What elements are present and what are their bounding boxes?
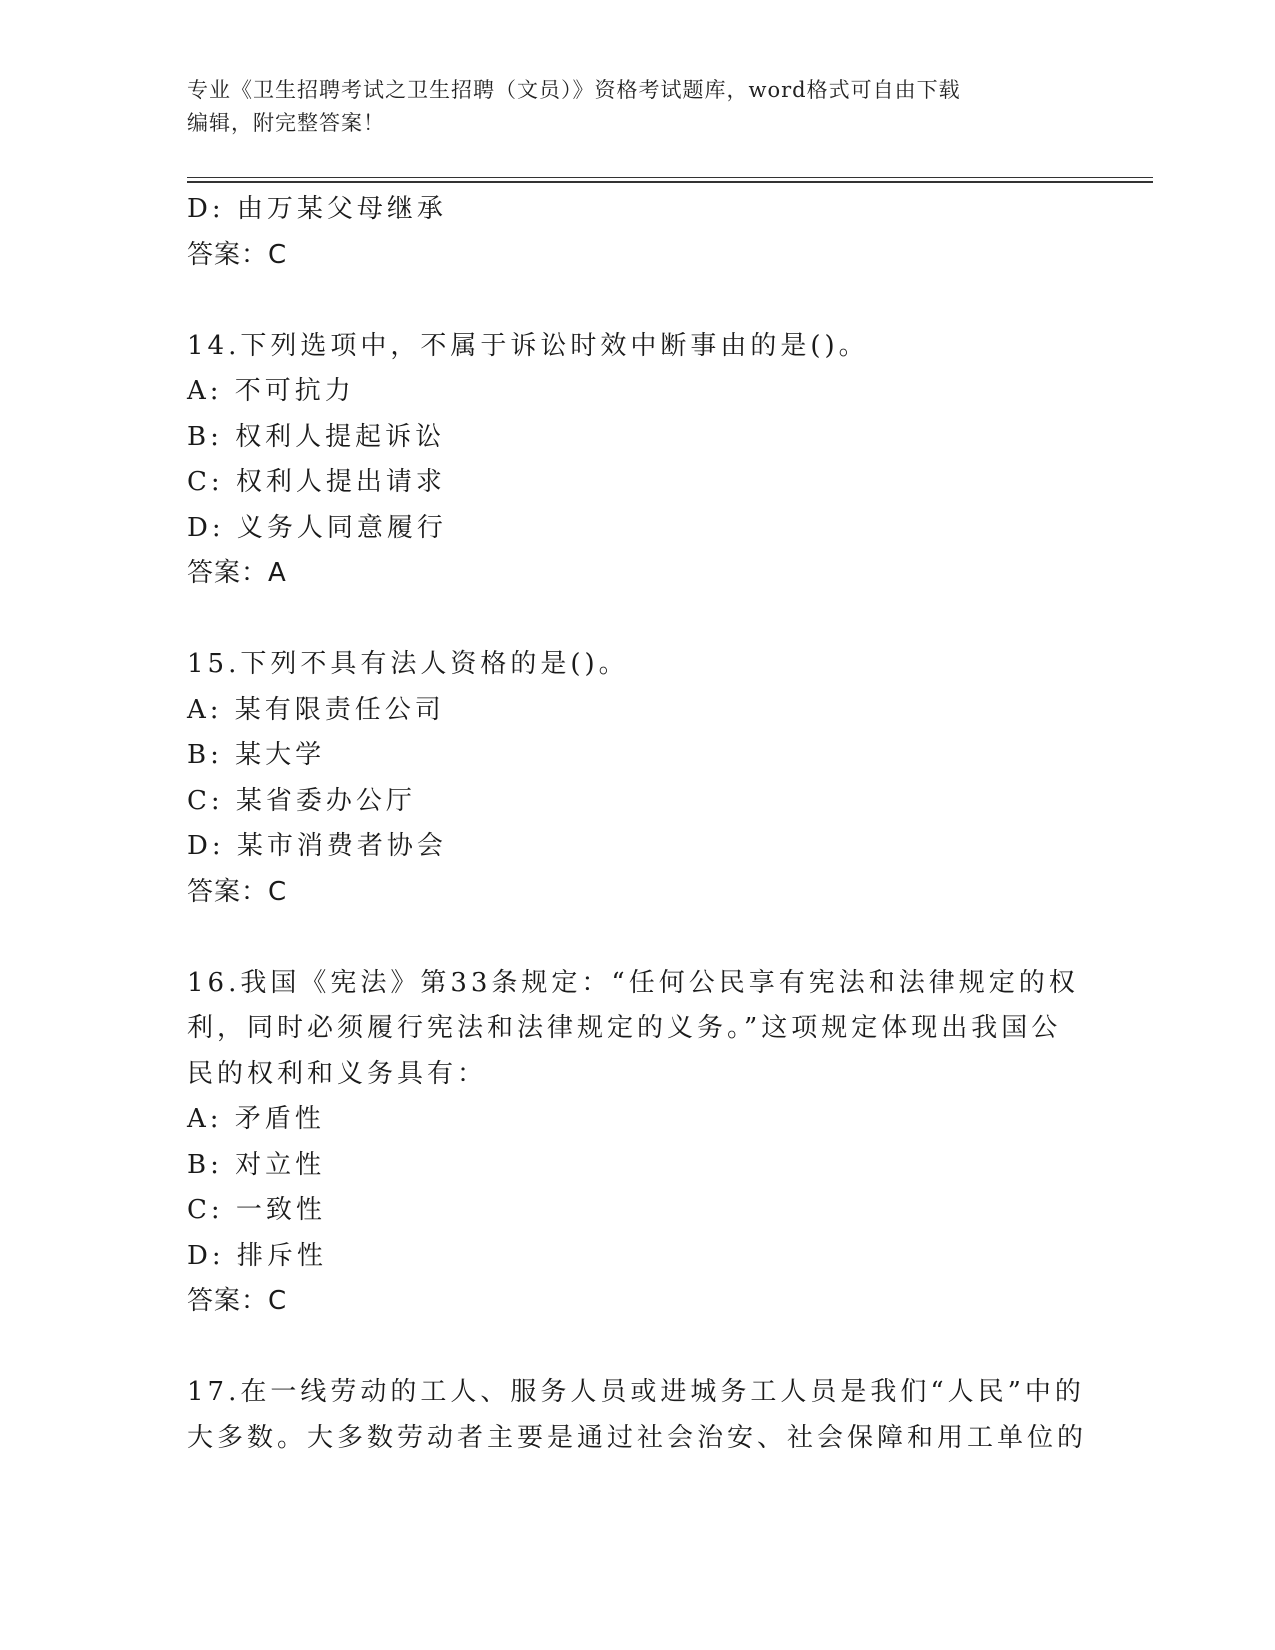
option-b: B: 对立性 xyxy=(187,1149,326,1180)
option-d: D: 义务人同意履行 xyxy=(187,512,447,543)
option-a: A: 不可抗力 xyxy=(187,376,355,406)
spacer xyxy=(187,915,1087,961)
answer: 答案：A xyxy=(187,558,287,588)
question-list xyxy=(187,187,1087,1461)
spacer xyxy=(187,597,1087,643)
question-stem-line-3: 民的权利和义务具有： xyxy=(187,1058,488,1089)
question-stem-line-2: 大多数。大多数劳动者主要是通过社会治安、社会保障和用工单位的 xyxy=(187,1422,1088,1453)
header-line-1: 专业《卫生招聘考试之卫生招聘（文员）》资格考试题库，word格式可自由下载 xyxy=(187,78,961,102)
option-c: C: 权利人提出请求 xyxy=(187,467,446,497)
answer: 答案：C xyxy=(187,1286,288,1316)
answer: 答案：C xyxy=(187,876,288,907)
option-b: B: 权利人提起诉讼 xyxy=(187,421,446,452)
option-a: A: 某有限责任公司 xyxy=(187,694,445,725)
option-c: C: 一致性 xyxy=(187,1195,326,1225)
option-d: D: 由万某父母继承 xyxy=(187,194,447,224)
question-stem-line-1: 17.在一线劳动的工人、服务人员或进城务工人员是我们“人民”中的 xyxy=(187,1377,1085,1407)
option-c: C: 某省委办公厅 xyxy=(187,785,416,816)
header-divider-thin xyxy=(187,177,1153,178)
question-stem-line-2: 利，同时必须履行宪法和法律规定的义务。”这项规定体现出我国公 xyxy=(187,1013,1062,1043)
question-17 xyxy=(187,1370,1087,1461)
answer: 答案：C xyxy=(187,239,288,270)
question-13-tail xyxy=(187,187,1087,278)
option-d: D: 某市消费者协会 xyxy=(187,831,447,861)
question-stem-line-1: 16.我国《宪法》第33条规定：“任何公民享有宪法和法律规定的权 xyxy=(187,967,1079,998)
question-stem: 14.下列选项中，不属于诉讼时效中断事由的是()。 xyxy=(187,330,869,361)
spacer xyxy=(187,1325,1087,1371)
question-15 xyxy=(187,642,1087,915)
header-divider-thick xyxy=(187,181,1153,183)
question-stem: 15.下列不具有法人资格的是()。 xyxy=(187,649,629,679)
header-line-2: 编辑，附完整答案！ xyxy=(187,111,385,135)
option-a: A: 矛盾性 xyxy=(187,1104,325,1134)
document-header xyxy=(187,74,1087,140)
question-16 xyxy=(187,961,1087,1325)
option-b: B: 某大学 xyxy=(187,740,326,770)
spacer xyxy=(187,278,1087,324)
question-14 xyxy=(187,324,1087,597)
option-d: D: 排斥性 xyxy=(187,1240,327,1271)
